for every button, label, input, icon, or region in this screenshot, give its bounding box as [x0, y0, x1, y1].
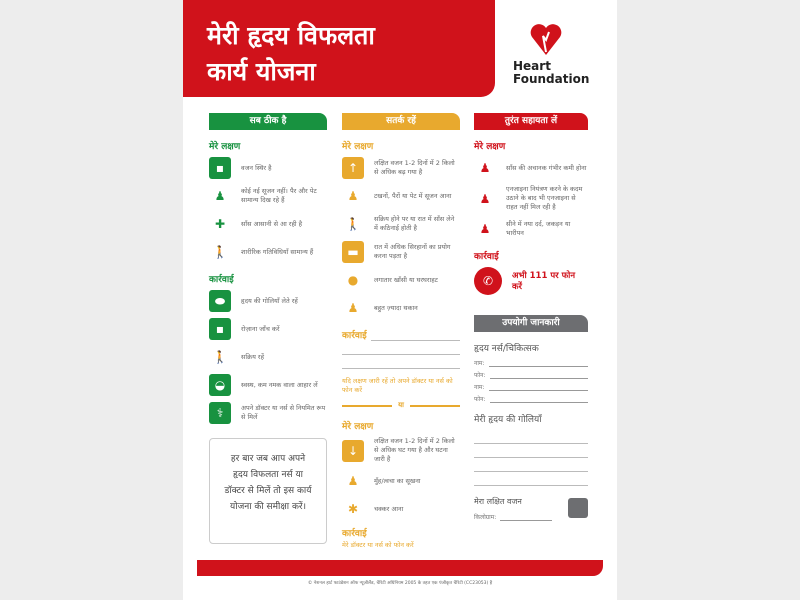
action: सक्रिय रहें — [241, 352, 265, 361]
amber-call-text: यदि लक्षण जारी रहें तो अपने डॉक्टर या नर्स को फोन करें — [342, 377, 453, 394]
footer-band — [197, 560, 603, 576]
field-label: नाम: — [474, 360, 485, 367]
dry-skin-icon: ♟ — [347, 474, 359, 488]
pills-icon: ⬬ — [209, 290, 231, 312]
dizzy-icon: ✱ — [347, 502, 359, 516]
symptom: रात में अधिक सिरहानों का प्रयोग करना पड़ता है — [374, 243, 451, 260]
nurse-heading: हृदय नर्स/चिकित्सक — [474, 344, 539, 354]
phone-field-1[interactable] — [474, 371, 588, 379]
amber-column — [342, 113, 460, 550]
cough-icon: ● — [347, 273, 359, 287]
lungs-icon: ✚ — [214, 217, 226, 231]
name-field-1[interactable] — [474, 359, 588, 367]
field-label: फोन: — [474, 396, 486, 403]
red-action-heading: कार्रवाई — [474, 252, 499, 262]
header-banner — [183, 0, 495, 97]
green-action-heading: कार्रवाई — [209, 275, 234, 285]
green-symptoms-heading: मेरे लक्षण — [209, 142, 241, 152]
or-label: या — [398, 401, 404, 409]
red-symptoms-heading: मेरे लक्षण — [474, 142, 506, 152]
logo-text-2: Foundation — [513, 72, 590, 86]
pill-line[interactable] — [474, 458, 588, 472]
field-label: नाम: — [474, 384, 485, 391]
scale-icon: ▪ — [209, 157, 231, 179]
doctor-icon: ⚕ — [209, 402, 231, 424]
symptom: टखनों, पैरों या पेट में सूजन आना — [374, 191, 452, 200]
food-bowl-icon: ◒ — [209, 374, 231, 396]
symptom: वजन स्थिर है — [241, 163, 272, 172]
tired-icon: ♟ — [347, 301, 359, 315]
weight-heading: मेरा लक्षित वजन — [474, 497, 522, 506]
red-column — [474, 113, 588, 525]
amber-action-heading: कार्रवाई — [342, 331, 367, 341]
scale-icon — [568, 498, 588, 518]
symptom: बहुत ज़्यादा थकान — [374, 303, 418, 312]
symptom: लगातार खाँसी या घरघराहट — [374, 275, 438, 284]
heart-logo-icon — [529, 22, 563, 56]
walking-icon: 🚶 — [212, 245, 228, 259]
amber-symptoms-heading: मेरे लक्षण — [342, 142, 374, 152]
symptom: सक्रिय होने पर या रात में साँस लेने में कठिनाई होती है — [374, 215, 455, 232]
kg-field[interactable] — [474, 513, 552, 521]
symptom: लक्षित वजन 1-2 दिनों में 2 किलो से अधिक बढ़ गया है — [374, 159, 455, 176]
write-line[interactable] — [342, 355, 460, 369]
heart-foundation-logo — [513, 22, 603, 86]
scale-icon: ▪ — [209, 318, 231, 340]
symptom: शारीरिक गतिविधियाँ सामान्य हैं — [241, 247, 314, 256]
action-plan-page — [183, 0, 617, 600]
action: अपने डॉक्टर या नर्स से नियमित रूप से मिलें — [241, 404, 326, 421]
breathless-icon: 🚶 — [345, 217, 361, 231]
title-line-1: मेरी हृदय विफलता — [207, 21, 375, 50]
red-band: तुरंत सहायता लें — [474, 113, 588, 130]
info-band: उपयोगी जानकारी — [474, 315, 588, 332]
symptom: चक्कर आना — [374, 504, 404, 513]
amber-action-2: मेरे डॉक्टर या नर्स को फोन करें — [342, 541, 414, 549]
write-line[interactable] — [342, 341, 460, 355]
person-icon: ♟ — [214, 189, 226, 203]
amber-symptoms-heading-2: मेरे लक्षण — [342, 422, 374, 432]
chest-pain-icon: ♟ — [479, 191, 491, 206]
action: हृदय की गोलियाँ लेते रहें — [241, 296, 298, 305]
symptom: एनजाइना नियंत्रण करने के कदम उठाने के बाद भी एनजाइना से राहत नहीं मिल रही है — [506, 185, 583, 211]
phone-field-2[interactable] — [474, 395, 588, 403]
action: स्वस्थ, कम नमक वाला आहार लें — [241, 380, 318, 389]
pill-line[interactable] — [474, 430, 588, 444]
symptom: लक्षित वजन 1-2 दिनों में 2 किलो से अधिक घट गया है और घटना जारी है — [374, 437, 455, 463]
name-field-2[interactable] — [474, 383, 588, 391]
bed-icon: ▬ — [342, 241, 364, 263]
or-divider — [342, 401, 460, 410]
title-line-2: कार्य योजना — [207, 57, 316, 86]
symptom: कोई नई सूजन नहीं। पैर और पेट सामान्य दिख रहे हैं — [241, 187, 317, 204]
symptom: सीने में नया दर्द, जकड़न या भारीपन — [506, 220, 571, 237]
pill-line[interactable] — [474, 444, 588, 458]
green-band: सब ठीक है — [209, 113, 327, 130]
target-weight — [474, 496, 588, 521]
field-label: किलोग्राम: — [474, 514, 497, 521]
swelling-icon: ♟ — [347, 189, 359, 203]
pill-line[interactable] — [474, 472, 588, 486]
logo-text-1: Heart — [513, 59, 551, 73]
amber-band: सतर्क रहें — [342, 113, 460, 130]
action: रोज़ाना जाँच करें — [241, 324, 280, 333]
pills-heading: मेरी हृदय की गोलियाँ — [474, 415, 542, 425]
scale-up-icon: ↑ — [342, 157, 364, 179]
field-label: फोन: — [474, 372, 486, 379]
symptom: साँस की अचानक गंभीर कमी होना — [506, 163, 587, 172]
call-111: अभी 111 पर फोन करें — [512, 271, 576, 292]
symptom: साँस आसानी से आ रही है — [241, 219, 303, 228]
footer-text: © नेशनल हार्ट फाउंडेशन ऑफ न्यूज़ीलैंड, चैरिटी अधिनियम 2005 के तहत एक पंजीकृत चैरिटी (CC23053) है — [307, 581, 493, 586]
scale-down-icon: ↓ — [342, 440, 364, 462]
phone-icon: ✆ — [474, 267, 502, 295]
breathless-icon: ♟ — [479, 161, 491, 175]
symptom: मुँह/त्वचा का सूखना — [374, 476, 421, 485]
chest-icon: ♟ — [479, 222, 491, 236]
green-column — [209, 113, 327, 544]
walking-icon: 🚶 — [212, 350, 228, 364]
amber-action-row — [342, 328, 460, 341]
amber-action-heading-2: कार्रवाई — [342, 529, 367, 539]
review-note: हर बार जब आप अपने हृदय विफलता नर्स या डॉक्टर से मिलें तो इस कार्य योजना की समीक्षा करें। — [209, 438, 327, 544]
